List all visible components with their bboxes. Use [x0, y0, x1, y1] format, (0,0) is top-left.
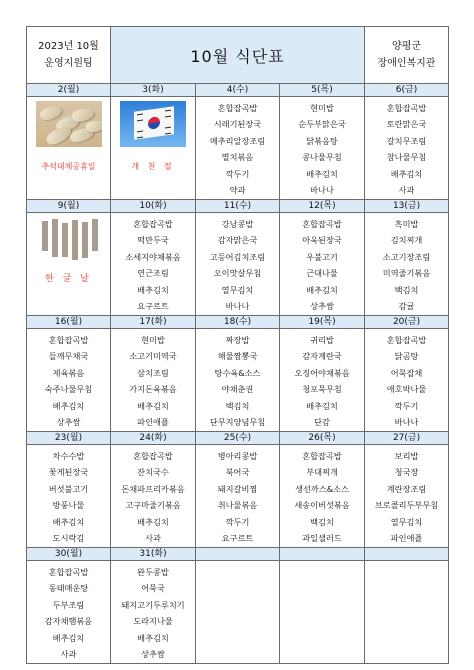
menu-item: 참나물무침	[386, 152, 427, 163]
menu-item: 고등어김치조림	[209, 251, 266, 262]
menu-item-list	[280, 329, 364, 430]
menu-item: 상추쌈	[141, 649, 165, 660]
menu-row	[27, 213, 449, 316]
menu-item: 미역줄기볶음	[382, 268, 431, 279]
menu-item: 콩나물무침	[302, 152, 342, 163]
day-menu-cell	[365, 329, 449, 432]
day-date: 10(화)	[111, 200, 196, 213]
menu-row	[27, 97, 449, 200]
menu-item-list	[111, 213, 195, 314]
county-label: 양평군	[392, 41, 422, 52]
day-menu-cell	[27, 561, 111, 664]
day-menu-cell	[365, 445, 449, 548]
day-menu-cell	[365, 213, 449, 316]
holiday-block	[27, 217, 110, 284]
menu-item: 방풍나물	[52, 500, 85, 511]
menu-item: 근대나물	[306, 268, 338, 279]
menu-item: 소세지야채볶음	[125, 251, 181, 262]
menu-item: 들깨무채국	[48, 351, 89, 362]
menu-item: 오징어야채볶음	[294, 367, 350, 378]
menu-item: 감자채햄볶음	[44, 616, 93, 627]
menu-item: 사과	[145, 533, 161, 544]
day-date: 3(화)	[111, 84, 196, 97]
menu-item: 차수수밥	[52, 451, 85, 461]
menu-item: 보리밥	[394, 451, 419, 461]
page-title: 10월 식단표	[111, 27, 365, 84]
menu-item-list	[196, 329, 279, 430]
menu-item: 약과	[229, 185, 246, 196]
menu-item-list	[196, 445, 279, 546]
day-menu-cell	[280, 329, 365, 432]
menu-item-list	[111, 329, 195, 430]
day-date	[365, 548, 449, 561]
menu-item: 소고기미역국	[129, 351, 177, 362]
menu-item: 가지돈육볶음	[129, 384, 177, 395]
menu-item: 현미밥	[141, 335, 165, 345]
department-cell	[27, 27, 111, 84]
day-menu-cell	[280, 213, 365, 316]
menu-item: 도시락김	[52, 533, 85, 544]
day-date: 19(목)	[280, 316, 365, 329]
menu-item-list	[280, 213, 364, 314]
day-menu-cell	[111, 213, 196, 316]
songpyeon-image	[36, 101, 102, 147]
menu-item: 상추쌈	[310, 301, 334, 312]
menu-item-list	[365, 445, 448, 546]
day-menu-cell	[111, 97, 196, 200]
day-menu-cell	[280, 97, 365, 200]
menu-row	[27, 329, 449, 432]
menu-item: 바나나	[394, 417, 419, 428]
menu-item: 혼합잡곡밥	[48, 335, 89, 345]
calligraphy-stroke	[42, 221, 48, 251]
menu-item-list	[111, 445, 195, 546]
menu-item: 새송이버섯볶음	[294, 500, 350, 511]
day-menu-cell	[27, 213, 111, 316]
menu-item: 깍두기	[394, 400, 419, 411]
day-date: 2(월)	[27, 84, 111, 97]
day-date: 25(수)	[196, 432, 280, 445]
day-date: 18(수)	[196, 316, 280, 329]
menu-item: 단무지양념무침	[209, 417, 266, 428]
menu-item: 잔치국수	[137, 467, 169, 478]
hangul-calligraphy-image	[36, 217, 102, 263]
menu-item: 취나물볶음	[217, 500, 258, 511]
menu-item: 감자맑은국	[217, 235, 258, 246]
menu-item: 병아리콩밥	[217, 451, 258, 461]
day-date	[196, 548, 280, 561]
day-date: 27(금)	[365, 432, 449, 445]
menu-item: 부대찌개	[306, 467, 338, 478]
menu-item: 귀리밥	[310, 335, 334, 345]
menu-item: 감귤	[398, 301, 415, 312]
menu-item: 멸치볶음	[221, 152, 254, 163]
menu-item: 배추김치	[306, 168, 338, 179]
korean-flag-image	[120, 101, 186, 147]
menu-item: 돈채파프리카볶음	[121, 483, 185, 494]
menu-item-list	[27, 445, 110, 546]
menu-item: 열무김치	[390, 516, 423, 527]
menu-item: 파인애플	[137, 417, 169, 428]
day-menu-cell	[111, 445, 196, 548]
menu-item: 메추리알장조림	[209, 135, 266, 146]
holiday-block	[27, 101, 110, 172]
calligraphy-stroke	[72, 220, 78, 260]
holiday-label: 개 천 절	[131, 162, 175, 171]
menu-item: 버섯불고기	[48, 483, 89, 494]
day-menu-cell	[365, 561, 449, 664]
menu-item-list	[111, 561, 195, 662]
menu-item: 김치찌개	[390, 235, 423, 246]
calligraphy-stroke	[52, 219, 58, 257]
menu-item: 두부조림	[52, 599, 85, 610]
menu-item: 돼지갈비찜	[217, 483, 258, 494]
menu-item: 생선까스&소스	[295, 483, 349, 494]
menu-item: 백김치	[310, 516, 334, 527]
menu-item: 아욱된장국	[302, 235, 342, 246]
menu-item: 고구마줄기볶음	[125, 500, 181, 511]
menu-item: 배추김치	[137, 516, 169, 527]
day-date: 5(목)	[280, 84, 365, 97]
holiday-label: 한 글 날	[45, 274, 92, 284]
menu-item: 배추김치	[52, 400, 85, 411]
menu-item-list	[196, 213, 279, 314]
menu-item: 야채춘권	[221, 384, 254, 395]
menu-item: 돼지고기두루치기	[121, 599, 185, 610]
day-menu-cell	[27, 97, 111, 200]
calligraphy-stroke	[62, 223, 68, 257]
holiday-label: 추석대체공휴일	[41, 162, 96, 171]
menu-item: 오이맛살무침	[213, 268, 262, 279]
calligraphy-stroke	[82, 222, 88, 258]
day-menu-cell	[280, 561, 365, 664]
menu-item: 요구르트	[221, 533, 254, 544]
menu-item: 파인애플	[390, 533, 423, 544]
menu-row	[27, 561, 449, 664]
menu-item: 흑미밥	[394, 219, 419, 229]
menu-item-list	[27, 561, 110, 662]
menu-item: 시래기된장국	[213, 119, 262, 130]
menu-item: 꽃게된장국	[48, 467, 89, 478]
menu-item-list	[280, 445, 364, 546]
menu-item: 완두콩밥	[137, 567, 169, 577]
menu-item-list	[280, 97, 364, 198]
menu-item: 배추김치	[52, 632, 85, 643]
date-row	[27, 432, 449, 445]
day-menu-cell	[196, 329, 280, 432]
menu-item: 삼치조림	[137, 367, 169, 378]
menu-item: 혼합잡곡밥	[302, 451, 342, 461]
menu-item: 혼합잡곡밥	[386, 103, 427, 113]
menu-item: 소고기장조림	[382, 251, 431, 262]
date-row	[27, 200, 449, 213]
menu-item: 배추김치	[306, 400, 338, 411]
menu-item: 감자계란국	[302, 351, 342, 362]
menu-item: 사과	[398, 185, 415, 196]
menu-item: 바나나	[310, 185, 334, 196]
menu-item: 열무김치	[221, 284, 254, 295]
menu-item: 혼합잡곡밥	[217, 103, 258, 113]
trigram-mark	[165, 110, 171, 118]
menu-item: 북어국	[225, 467, 250, 478]
menu-item: 배추김치	[137, 284, 169, 295]
menu-item: 배추김치	[306, 284, 338, 295]
menu-item: 혼합잡곡밥	[133, 219, 173, 229]
menu-item: 닭곰탕	[394, 351, 419, 362]
trigram-mark	[137, 114, 143, 122]
menu-item-list	[365, 213, 448, 314]
day-date: 13(금)	[365, 200, 449, 213]
menu-item: 떡만두국	[137, 235, 169, 246]
menu-item: 어묵국	[141, 583, 165, 594]
menu-item: 배추김치	[52, 516, 85, 527]
menu-item: 도라지나물	[133, 616, 173, 627]
menu-item-list	[365, 97, 448, 198]
menu-item: 청포묵무침	[302, 384, 342, 395]
organization-cell	[365, 27, 449, 84]
menu-item: 배추김치	[137, 400, 169, 411]
date-row	[27, 84, 449, 97]
day-date: 17(화)	[111, 316, 196, 329]
welfare-center-label: 장애인복지관	[377, 58, 436, 69]
menu-item: 상추쌈	[56, 417, 81, 428]
menu-item: 배추김치	[390, 168, 423, 179]
menu-item: 사과	[60, 649, 77, 660]
day-menu-cell	[111, 329, 196, 432]
menu-item: 혼합잡곡밥	[133, 451, 173, 461]
day-date: 12(목)	[280, 200, 365, 213]
menu-item: 연근조림	[137, 268, 169, 279]
day-menu-cell	[365, 97, 449, 200]
calligraphy-stroke	[92, 219, 98, 251]
day-menu-cell	[196, 445, 280, 548]
menu-item-list	[196, 97, 279, 198]
menu-item: 갈치무조림	[386, 135, 427, 146]
day-menu-cell	[196, 561, 280, 664]
menu-item: 깍두기	[225, 516, 250, 527]
day-menu-cell	[27, 445, 111, 548]
day-date: 26(목)	[280, 432, 365, 445]
day-menu-cell	[27, 329, 111, 432]
flag-cloth	[134, 106, 174, 140]
menu-item: 바나나	[225, 301, 250, 312]
header-row	[27, 27, 449, 84]
day-date: 20(금)	[365, 316, 449, 329]
menu-item: 숙주나물무침	[44, 384, 93, 395]
taegeuk-symbol	[148, 116, 160, 130]
menu-item-list	[365, 329, 448, 430]
menu-item: 토란맑은국	[386, 119, 427, 130]
menu-item: 제육볶음	[52, 367, 85, 378]
menu-item: 혼합잡곡밥	[302, 219, 342, 229]
month-label: 2023년 10월	[38, 41, 99, 52]
menu-item: 배추김치	[137, 632, 169, 643]
menu-item: 닭볶음탕	[306, 135, 338, 146]
date-row	[27, 548, 449, 561]
menu-item: 어묵잡채	[390, 367, 423, 378]
menu-item: 요구르트	[137, 301, 169, 312]
menu-item: 백김치	[225, 400, 250, 411]
meal-menu-table	[26, 26, 449, 664]
day-date	[280, 548, 365, 561]
day-date: 30(월)	[27, 548, 111, 561]
menu-item: 동태매운탕	[48, 583, 89, 594]
day-date: 23(월)	[27, 432, 111, 445]
day-date: 24(화)	[111, 432, 196, 445]
menu-item: 백김치	[394, 284, 419, 295]
menu-item-list	[27, 329, 110, 430]
menu-item: 혼합잡곡밥	[386, 335, 427, 345]
menu-item: 탕수육&소스	[214, 367, 261, 378]
menu-item: 브로콜리두부무침	[374, 500, 439, 511]
holiday-block	[111, 101, 195, 172]
trigram-mark	[137, 131, 143, 139]
menu-item: 청국장	[394, 467, 419, 478]
day-menu-cell	[111, 561, 196, 664]
menu-row	[27, 445, 449, 548]
day-date: 9(월)	[27, 200, 111, 213]
trigram-mark	[165, 127, 171, 135]
menu-item: 강낭콩밥	[221, 219, 254, 229]
team-label: 운영지원팀	[44, 58, 93, 69]
menu-item: 단감	[314, 417, 330, 428]
day-date: 6(금)	[365, 84, 449, 97]
day-date: 4(수)	[196, 84, 280, 97]
day-date: 16(월)	[27, 316, 111, 329]
day-menu-cell	[280, 445, 365, 548]
day-date: 31(화)	[111, 548, 196, 561]
menu-item: 우불고기	[306, 251, 338, 262]
menu-item: 과일샐러드	[302, 533, 342, 544]
day-menu-cell	[196, 97, 280, 200]
menu-item: 혼합잡곡밥	[48, 567, 89, 577]
menu-item: 계란장조림	[386, 483, 427, 494]
day-menu-cell	[196, 213, 280, 316]
menu-item: 애호박나물	[386, 384, 427, 395]
menu-item: 짜장밥	[225, 335, 250, 345]
menu-item: 순두부맑은국	[298, 119, 346, 130]
menu-item: 깍두기	[225, 168, 250, 179]
day-date: 11(수)	[196, 200, 280, 213]
menu-item: 해물짬뽕국	[217, 351, 258, 362]
menu-item: 현미밥	[310, 103, 334, 113]
date-row	[27, 316, 449, 329]
